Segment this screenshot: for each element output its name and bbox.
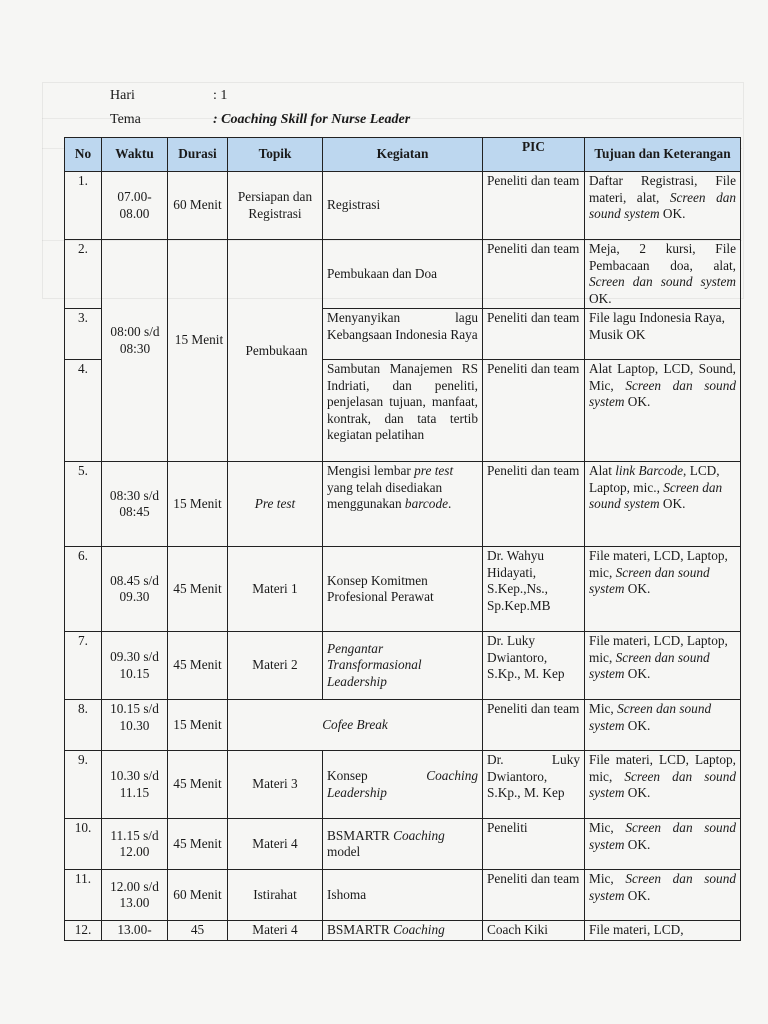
table-row xyxy=(65,632,741,700)
row-no: 3. xyxy=(65,309,102,360)
row-topik: Materi 2 xyxy=(228,632,323,700)
row-topik: Materi 4 xyxy=(228,819,323,870)
row-waktu: 10.30 s/d 11.15 xyxy=(102,751,168,819)
table-row xyxy=(65,462,741,547)
row-pic: Peneliti dan team xyxy=(483,870,585,921)
row-durasi: 45 Menit xyxy=(168,632,228,700)
row-kegiatan: Ishoma xyxy=(323,870,483,921)
row-tujuan: File materi, LCD, Laptop, mic, Screen dan sound system OK. xyxy=(585,751,741,819)
row-waktu xyxy=(102,240,168,462)
table-row xyxy=(65,819,741,870)
row-durasi: 45 Menit xyxy=(168,819,228,870)
row-tujuan: File materi, LCD, Laptop, mic, Screen dan sound system OK. xyxy=(585,632,741,700)
row-topik: Istirahat xyxy=(228,870,323,921)
row-waktu: 09.30 s/d 10.15 xyxy=(102,632,168,700)
row-no: 8. xyxy=(65,700,102,751)
row-kegiatan: Menyanyikan lagu Kebangsaan Indonesia Raya xyxy=(323,309,483,360)
row-waktu: 13.00- xyxy=(102,921,168,941)
row-kegiatan: Konsep Coaching Leadership xyxy=(323,751,483,819)
group-topik: Pembukaan xyxy=(245,343,308,358)
row-tujuan: Meja, 2 kursi, File Pembacaan doa, alat, Screen dan sound system OK. xyxy=(585,240,741,309)
row-durasi: 45 Menit xyxy=(168,751,228,819)
row-durasi: 45 xyxy=(168,921,228,941)
row-no: 12. xyxy=(65,921,102,941)
tema-label: Tema xyxy=(110,112,141,127)
row-waktu: 08:30 s/d 08:45 xyxy=(102,462,168,547)
row-topik: Materi 4 xyxy=(228,921,323,941)
row-pic: Peneliti dan team xyxy=(483,309,585,360)
row-kegiatan: Konsep Komitmen Profesional Perawat xyxy=(323,547,483,632)
row-tujuan: Mic, Screen dan sound system OK. xyxy=(585,819,741,870)
row-pic: Peneliti dan team xyxy=(483,172,585,240)
table-row xyxy=(65,921,741,941)
row-kegiatan: BSMARTR Coaching model xyxy=(323,819,483,870)
row-no: 7. xyxy=(65,632,102,700)
row-topik: Pre test xyxy=(228,462,323,547)
row-pic: Peneliti dan team xyxy=(483,360,585,462)
header-waktu: Waktu xyxy=(102,138,168,172)
header-durasi: Durasi xyxy=(168,138,228,172)
hari-label: Hari xyxy=(110,88,135,103)
row-durasi: 15 Menit xyxy=(168,462,228,547)
row-waktu: 12.00 s/d 13.00 xyxy=(102,870,168,921)
row-waktu: 07.00-08.00 xyxy=(102,172,168,240)
row-no: 9. xyxy=(65,751,102,819)
table-row xyxy=(65,240,741,309)
row-durasi: 15 Menit xyxy=(168,700,228,751)
row-kegiatan: Mengisi lembar pre test yang telah disediakan menggunakan barcode. xyxy=(323,462,483,547)
table-row xyxy=(65,547,741,632)
row-kegiatan: Pengantar Transformasional Leadership xyxy=(323,632,483,700)
schedule-table xyxy=(64,137,741,941)
row-topik: Materi 3 xyxy=(228,751,323,819)
row-kegiatan: BSMARTR Coaching xyxy=(323,921,483,941)
row-tujuan: Alat link Barcode, LCD, Laptop, mic., Screen dan sound system OK. xyxy=(585,462,741,547)
group-durasi: 15 Menit xyxy=(174,332,224,347)
row-no: 11. xyxy=(65,870,102,921)
row-topik xyxy=(228,240,323,462)
row-kegiatan: Registrasi xyxy=(323,172,483,240)
row-durasi: 45 Menit xyxy=(168,547,228,632)
row-durasi: 60 Menit xyxy=(168,172,228,240)
table-row xyxy=(65,172,741,240)
table-row xyxy=(65,870,741,921)
row-pic: Dr. Luky Dwiantoro, S.Kp., M. Kep xyxy=(483,632,585,700)
row-topik: Materi 1 xyxy=(228,547,323,632)
group-waktu: 08:00 s/d 08:30 xyxy=(110,324,160,356)
row-no: 1. xyxy=(65,172,102,240)
row-no: 5. xyxy=(65,462,102,547)
row-kegiatan: Sambutan Manajemen RS Indriati, dan peneliti, penjelasan tujuan, manfaat, kontrak, dan tata tertib kegiatan pelatihan xyxy=(323,360,483,462)
table-row xyxy=(65,700,741,751)
row-tujuan: Daftar Registrasi, File materi, alat, Screen dan sound system OK. xyxy=(585,172,741,240)
table-header-row xyxy=(65,138,741,172)
row-pic: Dr. Luky Dwiantoro, S.Kp., M. Kep xyxy=(483,751,585,819)
row-pic: Peneliti dan team xyxy=(483,700,585,751)
row-pic: Coach Kiki xyxy=(483,921,585,941)
row-topik: Persiapan dan Registrasi xyxy=(228,172,323,240)
row-no: 6. xyxy=(65,547,102,632)
header-tujuan: Tujuan dan Keterangan xyxy=(585,138,741,172)
row-tujuan: Mic, Screen dan sound system OK. xyxy=(585,870,741,921)
row-durasi: 60 Menit xyxy=(168,870,228,921)
header-no: No xyxy=(65,138,102,172)
row-pic: Peneliti dan team xyxy=(483,462,585,547)
row-tujuan: Mic, Screen dan sound system OK. xyxy=(585,700,741,751)
row-tujuan: Alat Laptop, LCD, Sound, Mic, Screen dan sound system OK. xyxy=(585,360,741,462)
row-pic: Peneliti xyxy=(483,819,585,870)
row-kegiatan: Pembukaan dan Doa xyxy=(323,240,483,309)
header-kegiatan: Kegiatan xyxy=(323,138,483,172)
row-waktu: 11.15 s/d 12.00 xyxy=(102,819,168,870)
header-pic: PIC xyxy=(483,138,585,172)
row-tujuan: File materi, LCD, xyxy=(585,921,741,941)
row-durasi xyxy=(168,240,228,462)
row-kegiatan: Cofee Break xyxy=(228,700,483,751)
tema-value: : Coaching Skill for Nurse Leader xyxy=(213,112,411,127)
row-tujuan: File materi, LCD, Laptop, mic, Screen dan sound system OK. xyxy=(585,547,741,632)
hari-value: : 1 xyxy=(213,88,228,103)
header-topik: Topik xyxy=(228,138,323,172)
row-no: 2. xyxy=(65,240,102,309)
table-row xyxy=(65,751,741,819)
row-pic: Peneliti dan team xyxy=(483,240,585,309)
row-pic: Dr. Wahyu Hidayati, S.Kep.,Ns., Sp.Kep.MB xyxy=(483,547,585,632)
row-tujuan: File lagu Indonesia Raya, Musik OK xyxy=(585,309,741,360)
row-waktu: 08.45 s/d 09.30 xyxy=(102,547,168,632)
row-waktu: 10.15 s/d 10.30 xyxy=(102,700,168,751)
row-no: 4. xyxy=(65,360,102,462)
row-no: 10. xyxy=(65,819,102,870)
